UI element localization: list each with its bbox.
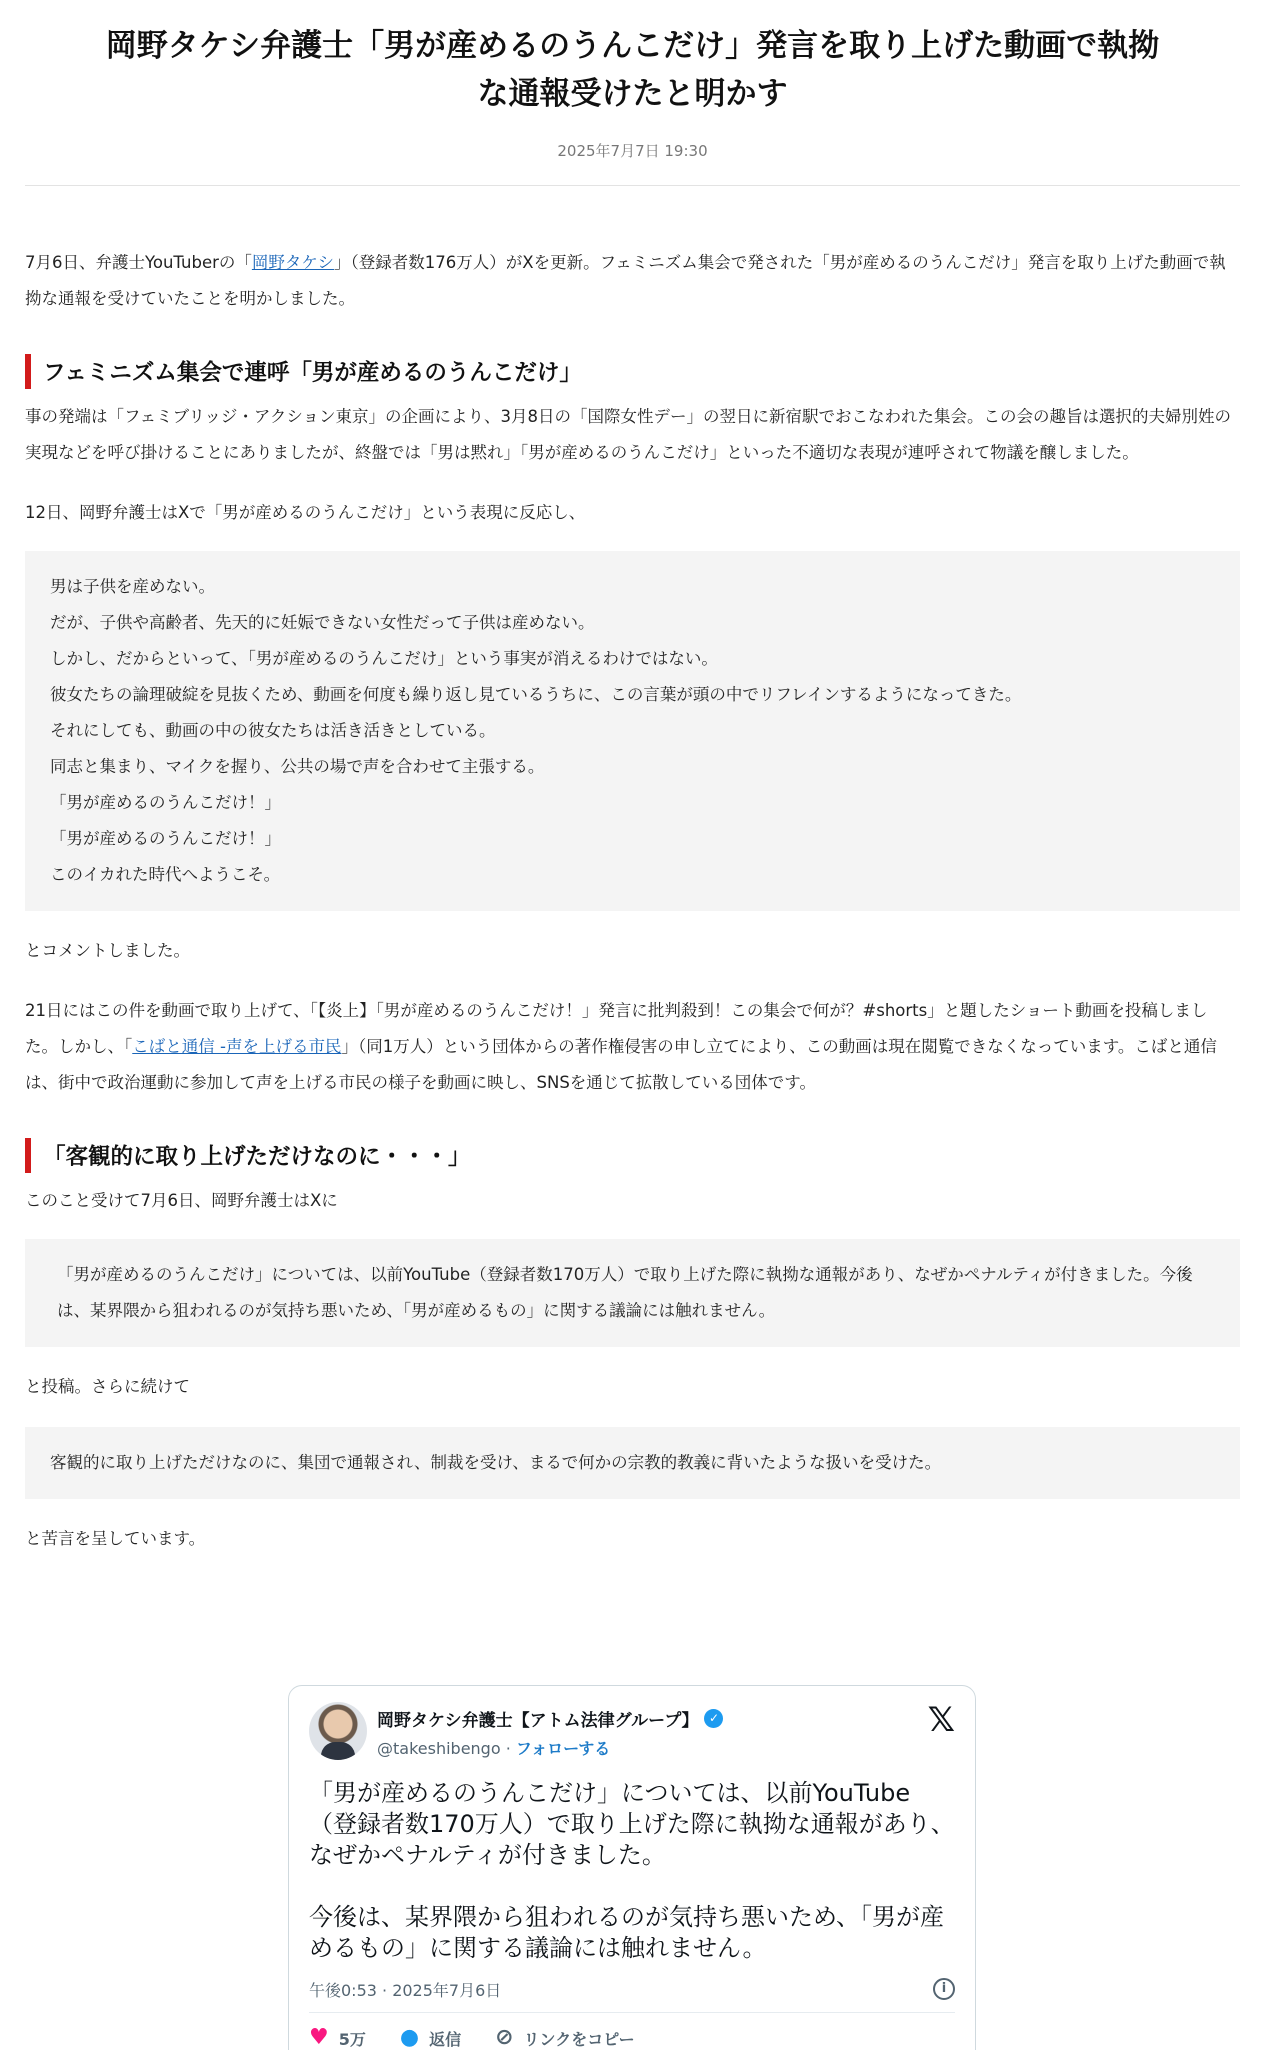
intro-text-after: 」（登録者数176万人）がXを更新。フェミニズム集会で発された「男が産めるのうんこだけ」発言を取り上げた動画で執拗な通報を受けていたことを明かしました。	[25, 253, 1226, 308]
section-heading-2-text: 「客観的に取り上げただけなのに・・・」	[43, 1144, 471, 1170]
section2-paragraph-2: と投稿。さらに続けて	[25, 1377, 190, 1396]
section2-paragraph-3: と苦言を呈しています。	[25, 1529, 206, 1548]
speech-bubble-icon: ●	[399, 2025, 420, 2050]
quote-line: 「男が産めるのうんこだけ！」	[50, 793, 281, 812]
x-logo-icon[interactable]: 𝕏	[927, 1700, 955, 1740]
like-count: 5万	[338, 2029, 366, 2049]
follow-button[interactable]: フォローする	[515, 1739, 611, 1758]
blockquote-3: 客観的に取り上げただけなのに、集団で通報され、制裁を受け、まるで何かの宗教的教義に背いたような扱いを受けた。	[25, 1427, 1240, 1499]
info-icon[interactable]: i	[933, 1978, 955, 2000]
verified-badge-icon: ✓	[704, 1709, 723, 1728]
tweet-author-name[interactable]	[377, 1706, 723, 1731]
quote-line: 男は子供を産めない。	[50, 577, 215, 596]
article-title	[25, 0, 1240, 118]
quote-line: このイカれた時代へようこそ。	[50, 865, 281, 884]
reply-button[interactable]	[400, 2027, 461, 2050]
copy-link-label: リンクをコピー	[523, 2029, 635, 2049]
tweet-text-gap	[309, 1871, 955, 1902]
tweet-header	[309, 1702, 955, 1762]
section2-paragraph-1: このこと受けて7月6日、岡野弁護士はXに	[25, 1191, 338, 1210]
quote-line: しかし、だからといって、「男が産めるのうんこだけ」という事実が消えるわけではない。	[50, 649, 718, 668]
intro-paragraph	[25, 245, 1240, 317]
tweet-text	[309, 1778, 955, 1964]
kobato-tsushin-link[interactable]: こばと通信 -声を上げる市民	[132, 1037, 342, 1056]
section1-paragraph-1: 事の発端は「フェミブリッジ・アクション東京」の企画により、3月8日の「国際女性デー」の翌日に新宿駅でおこなわれた集会。この会の趣旨は選択的夫婦別姓の実現などを呼び掛けることにありましたが、終盤では「男は黙れ」「男が産めるのうんこだけ」といった不適切な表現が連呼されて物議を醸しました。	[25, 407, 1232, 462]
section-heading-1	[25, 353, 1240, 389]
copy-link-button[interactable]	[495, 2027, 634, 2050]
blockquote-1	[25, 551, 1240, 911]
tweet-handle[interactable]: @takeshibengo	[377, 1739, 501, 1758]
article-date: 2025年7月7日 19:30	[557, 142, 708, 160]
tweet-author-name-text: 岡野タケシ弁護士【アトム法律グループ】	[377, 1711, 699, 1731]
section1-paragraph-2: 12日、岡野弁護士はXで「男が産めるのうんこだけ」という表現に反応し、	[25, 503, 586, 522]
article-title-line-2: な通報受けたと明かす	[477, 76, 788, 112]
section-heading-2	[25, 1137, 1240, 1173]
tweet-author-block	[377, 1702, 723, 1759]
tweet-text-paragraph-1: 「男が産めるのうんこだけ」については、以前YouTube（登録者数170万人）で取り上げた際に執拗な通報があり、なぜかペナルティが付きました。	[309, 1779, 955, 1869]
title-divider	[25, 185, 1240, 186]
blockquote-2: 「男が産めるのうんこだけ」については、以前YouTube（登録者数170万人）で取り上げた際に執拗な通報があり、なぜかペナルティが付きました。今後は、某界隈から狙われるのが気持ち悪いため、「男が産めるもの」に関する議論には触れません。	[25, 1239, 1240, 1347]
link-icon: ⊘	[495, 2025, 514, 2050]
embedded-tweet[interactable]	[288, 1685, 976, 2050]
article-title-line-1: 岡野タケシ弁護士「男が産めるのうんこだけ」発言を取り上げた動画で執拗	[105, 28, 1160, 64]
tweet-timestamp-row	[309, 1974, 955, 2004]
reply-label: 返信	[429, 2029, 462, 2049]
tweet-actions	[309, 2013, 955, 2050]
okano-takeshi-link[interactable]: 岡野タケシ	[251, 253, 335, 272]
handle-separator: ·	[500, 1739, 516, 1758]
quote-line: 「男が産めるのうんこだけ！」	[50, 829, 281, 848]
tweet-handle-line	[377, 1736, 723, 1759]
quote-line: だが、子供や高齢者、先天的に妊娠できない女性だって子供は産めない。	[50, 613, 595, 632]
tweet-timestamp[interactable]: 午後0:53 · 2025年7月6日	[309, 1980, 502, 2000]
section1-paragraph-4	[25, 993, 1240, 1101]
like-button[interactable]	[309, 2027, 366, 2050]
section-heading-1-text: フェミニズム集会で連呼「男が産めるのうんこだけ」	[43, 360, 582, 386]
quote-line: 彼女たちの論理破綻を見抜くため、動画を何度も繰り返し見ているうちに、この言葉が頭の中でリフレインするようになってきた。	[50, 685, 1022, 704]
heading-accent-bar	[25, 1138, 31, 1173]
tweet-text-paragraph-2: 今後は、某界隈から狙われるのが気持ち悪いため、「男が産めるもの」に関する議論には触れません。	[309, 1903, 945, 1962]
p4-text-after: 」（同1万人）という団体からの著作権侵害の申し立てにより、この動画は現在閲覧できなくなっています。こばと通信は、街中で政治運動に参加して声を上げる市民の様子を動画に映し、SNSを通じて拡散している団体です。	[25, 1037, 1217, 1092]
p4-text-before: 21日にはこの件を動画で取り上げて、「【炎上】「男が産めるのうんこだけ！」発言に批判殺到！この集会で何が？#shorts」と題したショート動画を投稿しました。しかし、「	[25, 1001, 1208, 1056]
quote-line: 同志と集まり、マイクを握り、公共の場で声を合わせて主張する。	[50, 757, 545, 776]
section1-paragraph-3: とコメントしました。	[25, 941, 190, 960]
heart-icon: ♥	[309, 2025, 329, 2050]
heading-accent-bar	[25, 354, 31, 389]
quote-line: それにしても、動画の中の彼女たちは活き活きとしている。	[50, 721, 496, 740]
intro-text-before: 7月6日、弁護士YouTuberの「	[25, 253, 252, 272]
avatar[interactable]	[309, 1702, 367, 1760]
